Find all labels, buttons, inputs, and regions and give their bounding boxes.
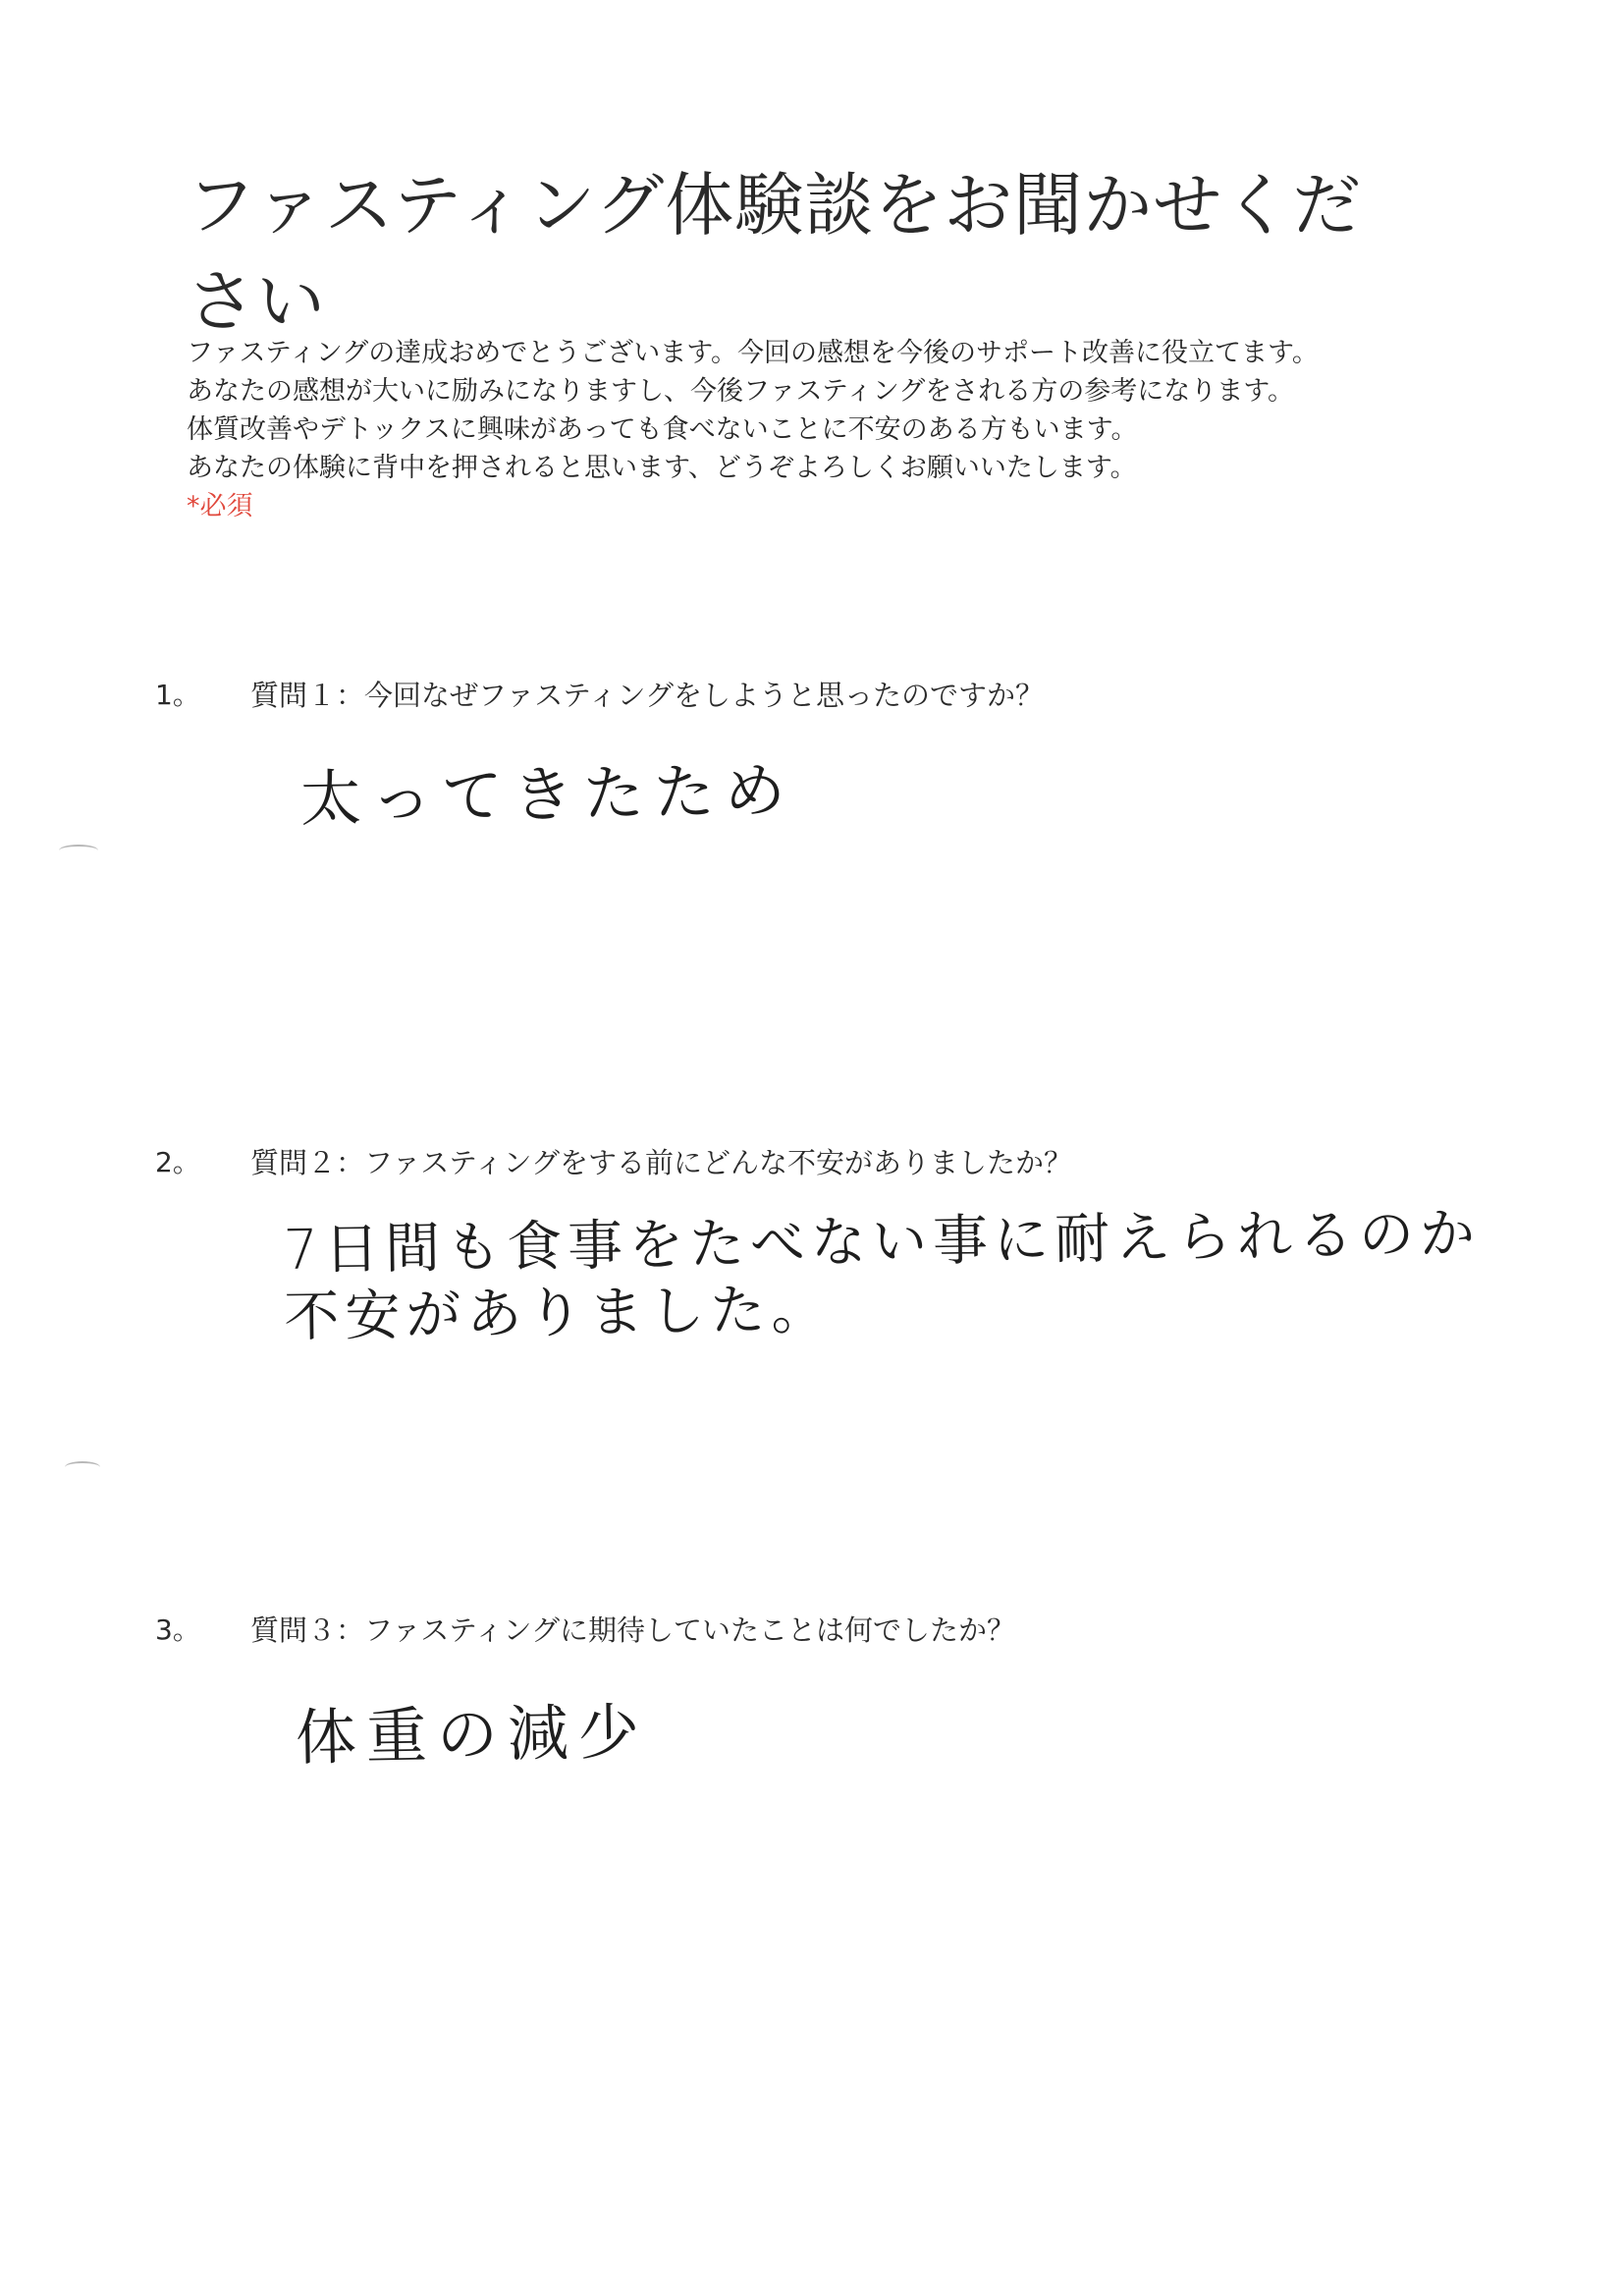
- form-intro: [187, 334, 1424, 525]
- answer-2-handwritten: [283, 1201, 1482, 1351]
- answer-line: 7日間も食事をたべない事に耐えられるのか: [283, 1201, 1482, 1283]
- answer-line: 太ってきたため: [299, 754, 796, 835]
- intro-line: ファスティングの達成おめでとうございます。今回の感想を今後のサポート改善に役立てます。: [187, 338, 1319, 368]
- answer-line: 体重の減少: [295, 1695, 650, 1774]
- question-text: 質問１：今回なぜファスティングをしようと思ったのですか？: [250, 679, 1044, 712]
- form-title: ファスティング体験談をお聞かせください: [187, 165, 1363, 342]
- question-text: 質問２：ファスティングをする前にどんな不安がありましたか？: [250, 1146, 1072, 1179]
- question-number: 3。: [155, 1613, 200, 1646]
- answer-1-handwritten: [299, 741, 795, 838]
- answer-3-handwritten: [295, 1683, 650, 1777]
- intro-line: 体質改善やデトックスに興味があっても食べないことに不安のある方もいます。: [187, 414, 1138, 445]
- scan-mark: [65, 1461, 100, 1473]
- intro-line: あなたの体験に背中を押されると思います、どうぞよろしくお願いいたします。: [187, 453, 1137, 483]
- answer-line: 不安がありました。: [283, 1278, 833, 1349]
- question-number: 2。: [155, 1146, 200, 1178]
- question-3: [155, 1611, 1432, 1660]
- question-text: 質問３：ファスティングに期待していたことは何でしたか？: [250, 1613, 1015, 1647]
- question-1: [155, 676, 1432, 725]
- intro-line: あなたの感想が大いに励みになりますし、今後ファスティングをされる方の参考になります。: [187, 376, 1295, 407]
- question-2: [155, 1143, 1432, 1192]
- question-number: 1。: [155, 679, 200, 711]
- scan-mark: [59, 845, 98, 856]
- required-note: *必須: [187, 491, 253, 521]
